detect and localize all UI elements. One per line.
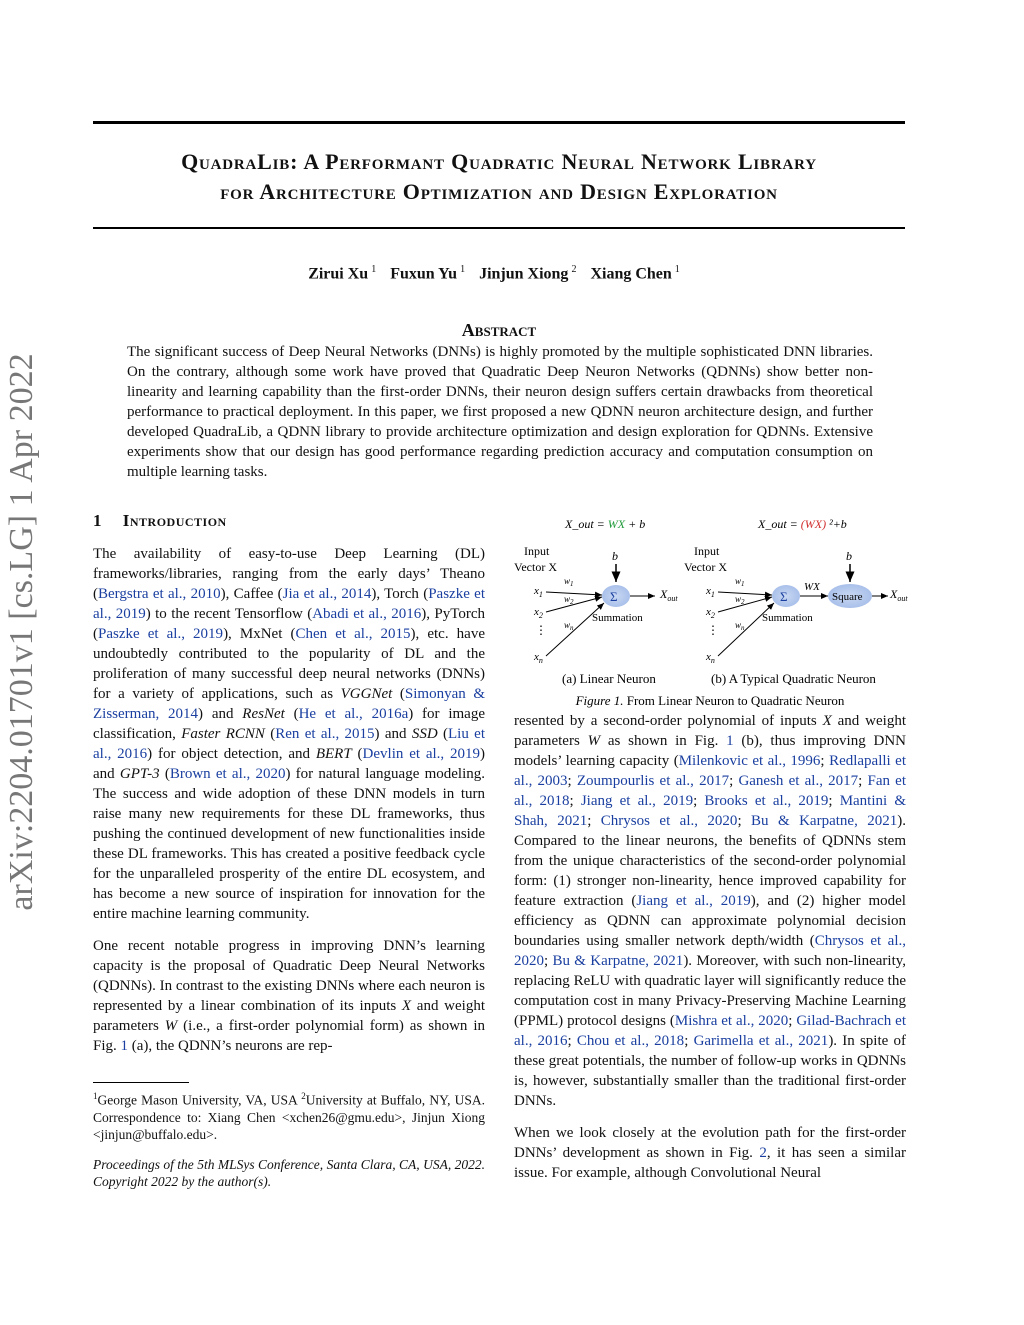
section-heading bbox=[93, 511, 227, 531]
svg-text:Xout bbox=[659, 587, 678, 603]
svg-text:x1: $x_1$ bbox=[706, 585, 715, 599]
author-name: Zirui Xu bbox=[308, 265, 369, 283]
citation-link[interactable]: Paszke et al., 2019 bbox=[98, 626, 224, 642]
svg-text:xn: $x_n$ bbox=[706, 651, 715, 665]
figure-ref-link[interactable]: 1 bbox=[120, 1038, 129, 1054]
output-label: X bbox=[660, 587, 668, 601]
citation-link[interactable]: Chen et al., 2015 bbox=[295, 626, 411, 642]
quadratic-neuron-diagram bbox=[684, 544, 908, 665]
citation-link[interactable]: Chrysos et al., 2020 bbox=[514, 933, 906, 969]
citation-link[interactable]: Bu & Karpatne, 2021 bbox=[552, 953, 684, 969]
title-top-rule bbox=[93, 121, 905, 124]
left-column bbox=[93, 544, 485, 1068]
bias-label: b bbox=[612, 549, 618, 563]
svg-text:w1: $w_1$ bbox=[735, 576, 745, 588]
equation-a-lhs: X_out = bbox=[565, 517, 605, 531]
author-affiliation: 1 bbox=[674, 264, 680, 275]
right-column bbox=[514, 711, 906, 1195]
figure-ref-link[interactable]: 1 bbox=[726, 733, 734, 749]
output-label: X bbox=[890, 587, 898, 601]
section-number: 1 bbox=[93, 511, 102, 530]
citation-link[interactable]: Fan et al., 2018 bbox=[514, 773, 907, 809]
paper-title-line1: QuadraLib: A Performant Quadratic Neural Network Library bbox=[181, 149, 817, 174]
subfigure-a-label: (a) Linear Neuron bbox=[562, 671, 656, 686]
paper-title-line2: for Architecture Optimization and Design Exploration bbox=[220, 179, 778, 204]
author-affiliation: 1 bbox=[460, 264, 466, 275]
footnote-affiliation-2: University at Buffalo, NY, USA. Correspondence to: Xiang Chen <xchen26@gmu.edu>, Jinjun Xiong <jinjun@buffalo.edu>. bbox=[93, 1092, 485, 1142]
sigma-symbol: Σ bbox=[610, 589, 618, 604]
citation-link[interactable]: Redlapalli et al., 2003 bbox=[514, 753, 906, 789]
intro-paragraph-3: When we look closely at the evolution path for the first-order DNNs’ development as shown in Fig. 2, it has seen a similar issue. For example, although Convolutional Neural bbox=[514, 1125, 906, 1181]
output-subscript: out bbox=[667, 594, 678, 603]
author-affiliation: 1 bbox=[371, 264, 377, 275]
svg-text:Xout bbox=[889, 587, 908, 603]
citation-link[interactable]: Mishra et al., 2020 bbox=[674, 1013, 789, 1029]
footnote-affiliation-1: George Mason University, VA, USA bbox=[97, 1092, 298, 1108]
equation-b-lhs: X_out = bbox=[758, 517, 798, 531]
author-name: Fuxun Yu bbox=[390, 265, 458, 283]
citation-link[interactable]: Abadi et al., 2016 bbox=[312, 606, 422, 622]
output-subscript: out bbox=[897, 594, 908, 603]
subfigure-b-label: (b) A Typical Quadratic Neuron bbox=[711, 671, 876, 686]
intro-paragraph-1: The availability of easy-to-use Deep Learning (DL) frameworks/libraries, ranging from the early days’ Theano (Bergstra et al., 2010), Caffee (Jia et al., 2014), Torch (Paszke et al., 2019) to the recent Tensorflow (Abadi et al., 2016), PyTorch (Paszke et al., 2019), MxNet (Chen et al., 2015), etc. have undoubtedly contributed to the popularity of DL and the proliferation of many successful deep neural networks (DNNs) for a variety of applications, such as VGGNet (Simonyan & Zisserman, 2014) and ResNet (He et al., 2016a) for image classification, Faster RCNN (Ren et al., 2015) and SSD (Liu et al., 2016) for object detection, and BERT (Devlin et al., 2019) and GPT-3 (Brown et al., 2020) for natural language modeling. The success and wide adoption of these DNN models in turn raise many new requirements for these DL frameworks, thus pushing the continued development of new functionalities inside these DL frameworks. This has created a positive feedback cycle for the unparalleled prosperity of the entire DL ecosystem, and has become a new source of inspiration for innovation for the entire machine learning community. bbox=[93, 546, 486, 922]
citation-link[interactable]: Ganesh et al., 2017 bbox=[738, 773, 859, 789]
abstract-text: The significant success of Deep Neural Networks (DNNs) is highly promoted by the multiple sophisticated DNN libraries. On the contrary, although some work have proved that Quadratic Deep Neuron Networks (QDNNs) show better non-linearity and learning capability than the first-order DNNs, their neuron design suffers certain drawbacks from theoretical performance to practical deployment. In this paper, we first proposed a new QDNN neuron architecture design, and further developed QuadraLib, a QDNN library to provide architecture optimization and design exploration for QDNNs. Extensive experiments show that our design has good performance regarding prediction accuracy and computation consumption on multiple learning tasks. bbox=[127, 344, 873, 480]
title-bottom-rule bbox=[93, 227, 905, 229]
citation-link[interactable]: Devlin et al., 2019 bbox=[362, 746, 481, 762]
footnote-rule bbox=[93, 1082, 189, 1083]
citation-link[interactable]: Chrysos et al., 2020 bbox=[600, 813, 738, 829]
svg-text:x1: $x_1$ bbox=[534, 585, 543, 599]
svg-text:wn: $w_n$ bbox=[735, 620, 745, 632]
svg-text:⋮: ⋮ bbox=[535, 623, 547, 637]
author-affiliation: 2 bbox=[571, 264, 577, 275]
citation-link[interactable]: Zoumpourlis et al., 2017 bbox=[576, 773, 730, 789]
citation-link[interactable]: Jiang et al., 2019 bbox=[580, 793, 694, 809]
citation-link[interactable]: Brooks et al., 2019 bbox=[704, 793, 829, 809]
equation-a bbox=[564, 517, 645, 531]
citation-link[interactable]: Simonyan & Zisserman, 2014 bbox=[93, 686, 485, 722]
wx-label: WX bbox=[804, 581, 820, 593]
proceedings-note bbox=[93, 1156, 485, 1190]
abstract-heading: Abstract bbox=[461, 320, 537, 340]
author-name: Jinjun Xiong bbox=[479, 265, 569, 283]
summation-label: Summation bbox=[762, 612, 813, 624]
neuron-diagram bbox=[510, 510, 910, 710]
citation-link[interactable]: Brown et al., 2020 bbox=[169, 766, 286, 782]
bias-label: b bbox=[846, 549, 852, 563]
caption-label: Figure 1. bbox=[575, 693, 624, 708]
sigma-symbol: Σ bbox=[780, 589, 788, 604]
square-label: Square bbox=[832, 591, 863, 603]
citation-link[interactable]: Paszke et al., 2019 bbox=[93, 586, 485, 622]
proceedings-text: Proceedings of the 5th MLSys Conference, Santa Clara, CA, USA, 2022. Copyright 2022 by the author(s). bbox=[93, 1157, 485, 1189]
arxiv-stamp: arXiv:2204.01701v1 [cs.LG] 1 Apr 2022 bbox=[3, 353, 40, 911]
input-label: Input bbox=[694, 544, 720, 558]
author-name: Xiang Chen bbox=[590, 265, 672, 283]
citation-link[interactable]: Mantini & Shah, 2021 bbox=[514, 793, 907, 829]
equation-b-wx: (WX) bbox=[800, 517, 827, 531]
citation-link[interactable]: Chou et al., 2018 bbox=[576, 1033, 685, 1049]
linear-neuron-diagram bbox=[514, 544, 678, 665]
vector-label: Vector X bbox=[684, 560, 727, 574]
citation-link[interactable]: Milenkovic et al., 1996 bbox=[678, 753, 821, 769]
summation-label: Summation bbox=[592, 612, 643, 624]
citation-link[interactable]: Bu & Karpatne, 2021 bbox=[751, 813, 898, 829]
section-title: Introduction bbox=[122, 511, 227, 530]
figure-1 bbox=[510, 510, 910, 710]
footnote: $^1$George Mason University, VA, USA $^2$University at Buffalo, NY, USA. Correspondence to: Xiang Chen <xchen26@gmu.edu>, Jinjun Xiong <jinjun@buffalo.edu>. bbox=[93, 1091, 485, 1142]
svg-text:wn: $w_n$ bbox=[564, 620, 574, 632]
citation-link[interactable]: Jia et al., 2014 bbox=[282, 586, 372, 602]
intro-paragraph-2: One recent notable progress in improving DNN’s learning capacity is the proposal of Quadratic Deep Neural Networks (QDNNs). In contrast to the existing DNNs where each neuron is represented by a linear combination of its inputs X and weight parameters W (i.e., a first-order polynomial form) as shown in Fig. 1 (a), the QDNN’s neurons are rep- bbox=[93, 938, 485, 1054]
equation-b bbox=[757, 517, 847, 531]
input-label: Input bbox=[524, 544, 550, 558]
author-list bbox=[93, 264, 905, 283]
citation-link[interactable]: Garimella et al., 2021 bbox=[693, 1033, 829, 1049]
svg-text:xn: $x_n$ bbox=[534, 651, 543, 665]
svg-text:w2: $w_2$ bbox=[735, 594, 745, 606]
svg-text:⋮: ⋮ bbox=[707, 623, 719, 637]
svg-text:w2: $w_2$ bbox=[564, 594, 574, 606]
equation-b-rest: ²+b bbox=[829, 517, 847, 531]
citation-link[interactable]: Ren et al., 2015 bbox=[275, 726, 375, 742]
citation-link[interactable]: He et al., 2016a bbox=[298, 706, 409, 722]
svg-text:x2: $x_2$ bbox=[534, 606, 543, 620]
intro-paragraph-2-continued: resented by a second-order polynomial of inputs X and weight parameters W as shown in Fig. 1 (b), thus improving DNN models’ learning capacity (Milenkovic et al., 1996; Redlapalli et al., 2003; Zoumpourlis et al., 2017; Ganesh et al., 2017; Fan et al., 2018; Jiang et al., 2019; Brooks et al., 2019; Mantini & Shah, 2021; Chrysos et al., 2020; Bu & Karpatne, 2021). Compared to the linear neurons, the benefits of QDNNs stem from the unique characteristics of the second-order polynomial form: (1) stronger non-linearity, hence improved capability for feature extraction (Jiang et al., 2019), and (2) higher model efficiency as QDNN can approximate polynomial decision boundaries using smaller network depth/width (Chrysos et al., 2020; Bu & Karpatne, 2021). Moreover, with such non-linearity, replacing ReLU with quadratic layer will significantly reduce the computation cost in many Privacy-Preserving Machine Learning (PPML) protocol designs (Mishra et al., 2020; Gilad-Bachrach et al., 2016; Chou et al., 2018; Garimella et al., 2021). In spite of these great potentials, the number of follow-up works in QDNNs is, however, substantially smaller than the traditional first-order DNNs. bbox=[514, 713, 907, 1109]
equation-a-wx: WX bbox=[607, 517, 626, 531]
vector-label: Vector X bbox=[514, 560, 557, 574]
citation-link[interactable]: Gilad-Bachrach et al., 2016 bbox=[514, 1013, 906, 1049]
caption-text: From Linear Neuron to Quadratic Neuron bbox=[626, 693, 845, 708]
equation-a-rest: + b bbox=[628, 517, 646, 531]
citation-link[interactable]: Jiang et al., 2019 bbox=[636, 893, 751, 909]
svg-text:w1: $w_1$ bbox=[564, 576, 574, 588]
citation-link[interactable]: Bergstra et al., 2010 bbox=[98, 586, 221, 602]
figure-caption bbox=[575, 693, 845, 708]
svg-text:x2: $x_2$ bbox=[706, 606, 715, 620]
citation-link[interactable]: Liu et al., 2016 bbox=[93, 726, 485, 762]
figure-ref-link[interactable]: 2 bbox=[759, 1145, 767, 1161]
